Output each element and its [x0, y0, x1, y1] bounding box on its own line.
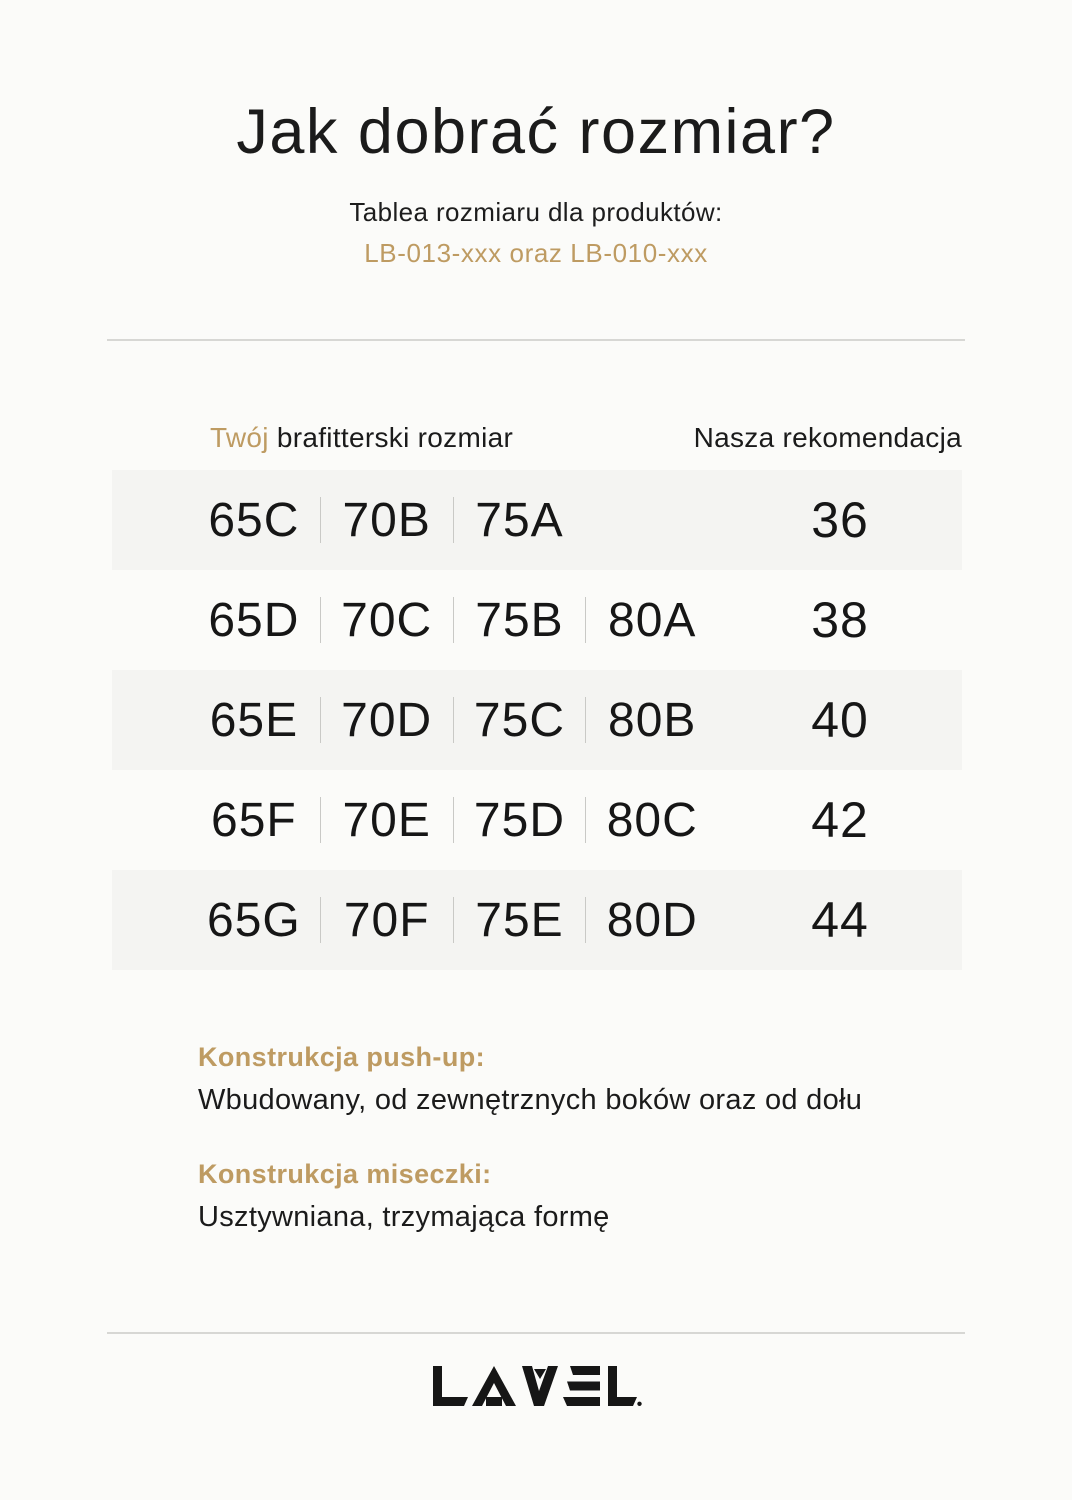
column-header-recommendation: Nasza rekomendacja: [693, 422, 962, 453]
bottom-divider: [107, 1332, 965, 1334]
size-cell: 70D: [341, 693, 433, 747]
recommendation-value: 42: [811, 792, 869, 848]
note-heading: Konstrukcja miseczki:: [198, 1159, 492, 1189]
note-pushup: [198, 1042, 918, 1117]
note-heading: Konstrukcja push-up:: [198, 1042, 486, 1072]
size-cell: 75B: [475, 593, 564, 647]
column-header-highlight: Twój: [210, 422, 269, 453]
size-row: [112, 770, 962, 870]
product-codes: LB-013-xxx oraz LB-010-xxx: [364, 238, 708, 268]
size-cell: 65G: [207, 893, 301, 947]
column-header-rest: brafitterski rozmiar: [268, 422, 514, 453]
size-cell: 70F: [343, 893, 430, 947]
size-cell: 65C: [208, 493, 300, 547]
size-row: [112, 670, 962, 770]
size-table: [112, 470, 962, 970]
size-row: [112, 570, 962, 670]
brand-logo: [0, 1366, 1072, 1406]
top-divider: [107, 339, 965, 341]
size-cell: 70C: [341, 593, 433, 647]
logo-dot: [637, 1402, 641, 1406]
size-cell: 75C: [473, 693, 565, 747]
size-cell: 65D: [208, 593, 300, 647]
lavel-logo-icon: [430, 1366, 642, 1406]
size-row: [112, 470, 962, 570]
note-body: Wbudowany, od zewnętrznych boków oraz od dołu: [198, 1084, 863, 1116]
size-cell: 75A: [475, 493, 564, 547]
page-title: Jak dobrać rozmiar?: [236, 97, 836, 167]
notes-section: [198, 1042, 918, 1276]
size-cell: 80A: [608, 593, 697, 647]
table-header: [112, 422, 962, 454]
size-row: [112, 870, 962, 970]
note-cup: [198, 1159, 918, 1234]
size-cell: 75D: [473, 793, 565, 847]
page-subtitle: Tablea rozmiaru dla produktów:: [349, 197, 723, 227]
column-header-your-size: [210, 422, 513, 454]
recommendation-value: 40: [811, 692, 869, 748]
size-cell: 75E: [475, 893, 564, 947]
recommendation-value: 44: [811, 892, 869, 948]
size-cell: 80B: [608, 693, 697, 747]
recommendation-value: 38: [811, 592, 869, 648]
note-body: Usztywniana, trzymająca formę: [198, 1201, 610, 1233]
size-cell: 80D: [606, 893, 698, 947]
size-cell: 80C: [606, 793, 698, 847]
recommendation-value: 36: [811, 492, 869, 548]
size-cell: 65E: [209, 693, 299, 747]
size-cell: 70B: [342, 493, 431, 547]
size-cell: 70E: [342, 793, 431, 847]
size-cell: 65F: [211, 793, 297, 847]
